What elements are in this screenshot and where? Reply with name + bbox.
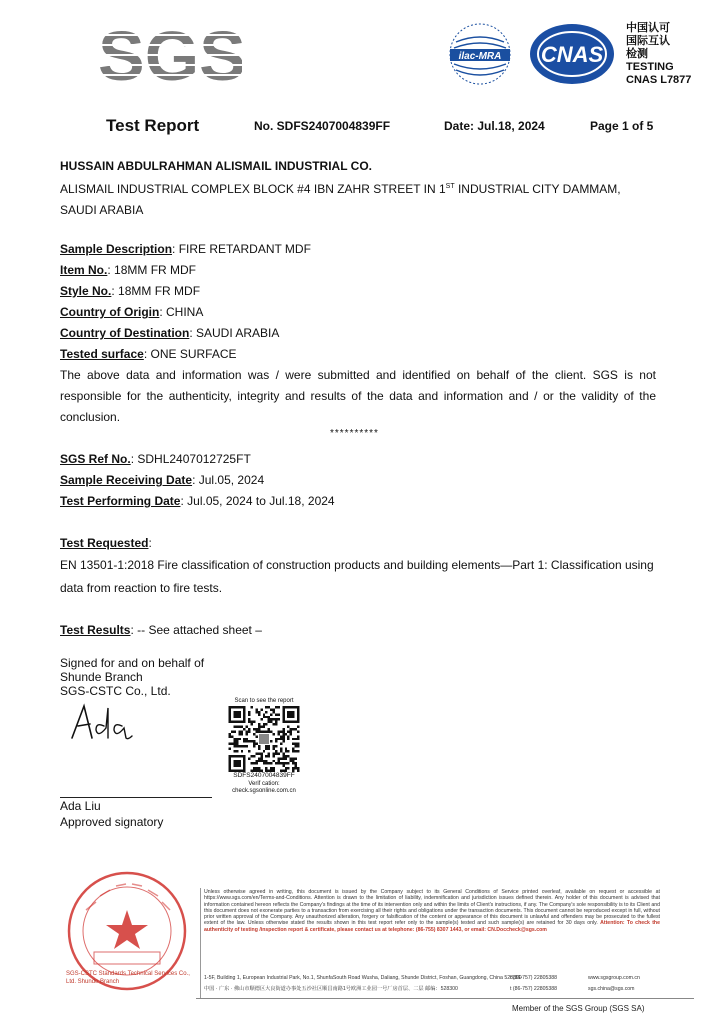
address-part-2: INDUSTRIAL CITY DAMMAM, — [454, 182, 621, 196]
tel-1: t (86-757) 22805388 — [510, 975, 558, 981]
surface-label: Tested surface — [60, 347, 144, 361]
sgs-ref-row: SGS Ref No.: SDHL2407012725FT — [60, 452, 251, 466]
stamp-caption: SGS-CSTC Standards Technical Services Co., Ltd. Shunde Branch — [66, 971, 190, 985]
performing-date-row: Test Performing Date: Jul.05, 2024 to Jul.18, 2024 — [60, 494, 335, 508]
surface-row: Tested surface: ONE SURFACE — [60, 347, 237, 361]
sample-description-label: Sample Description — [60, 242, 173, 256]
origin-label: Country of Origin — [60, 305, 160, 319]
sign-line-3: SGS-CSTC Co., Ltd. — [60, 684, 171, 698]
test-results-row: Test Results: -- See attached sheet – — [60, 623, 262, 637]
ilac-text: ilac-MRA — [458, 51, 502, 62]
signatory-role: Approved signatory — [60, 815, 164, 829]
company-name: HUSSAIN ABDULRAHMAN ALISMAIL INDUSTRIAL CO. — [60, 159, 372, 173]
report-title-row — [106, 116, 666, 140]
test-results-label: Test Results — [60, 623, 131, 637]
qr-caption: Scan to see the report — [234, 698, 294, 704]
style-no-label: Style No. — [60, 284, 112, 298]
cnas-text: CNAS — [540, 42, 604, 67]
ilac-mra-logo — [444, 18, 516, 90]
item-no-row: Item No.: 18MM FR MDF — [60, 263, 197, 277]
signed-on-behalf — [60, 656, 204, 698]
report-page: Page 1 of 5 — [590, 119, 654, 133]
style-no-value: 18MM FR MDF — [118, 284, 201, 298]
qr-verify-url[interactable]: check.sgsonline.com.cn — [232, 788, 296, 794]
cnas-accreditation-text — [626, 22, 691, 87]
item-no-value: 18MM FR MDF — [114, 263, 197, 277]
branch-address-rows — [204, 973, 660, 995]
test-requested-heading: Test Requested: — [60, 536, 152, 550]
sample-info — [60, 239, 656, 428]
test-requested-label: Test Requested — [60, 536, 149, 550]
destination-value: SAUDI ARABIA — [196, 326, 280, 340]
cn-line-1: 中国认可 — [626, 22, 670, 34]
qr-code[interactable] — [228, 706, 300, 772]
receiving-date-value: Jul.05, 2024 — [198, 473, 265, 487]
cn-line-5: CNAS L7877 — [626, 74, 692, 86]
item-no-label: Item No. — [60, 263, 108, 277]
footer-rule — [196, 998, 694, 999]
company-address — [60, 176, 656, 221]
sign-line-2: Shunde Branch — [60, 670, 143, 684]
website-1[interactable]: www.sgsgroup.com.cn — [588, 975, 640, 981]
sign-line-1: Signed for and on behalf of — [60, 656, 205, 670]
address-sup: ST — [445, 183, 455, 190]
sgs-ref-value: SDHL2407012725FT — [137, 452, 251, 466]
address-cn: 中国 · 广东 · 佛山市顺德区大良街道办事处五沙社区顺昌南路1号欧洲工业园一号厂房首层、二层 邮编：528300 — [204, 986, 458, 992]
separator-stars: ********** — [330, 428, 379, 439]
style-no-row: Style No.: 18MM FR MDF — [60, 284, 201, 298]
report-date: Date: Jul.18, 2024 — [444, 119, 545, 133]
test-requested-text: EN 13501-1:2018 Fire classification of construction products and building elements—Part 1: Classification using data from reaction to fire tests. — [60, 558, 654, 595]
cn-line-4: TESTING — [626, 61, 674, 73]
handwritten-signature — [68, 698, 134, 748]
reference-info — [60, 449, 656, 512]
receiving-date-row: Sample Receiving Date: Jul.05, 2024 — [60, 473, 265, 487]
qr-verification — [224, 781, 304, 795]
sgs-logo-stripes — [96, 22, 242, 86]
surface-value: ONE SURFACE — [150, 347, 237, 361]
cnas-logo — [528, 22, 616, 86]
cn-line-3: 检测 — [626, 48, 648, 60]
sgs-member-note: Member of the SGS Group (SGS SA) — [512, 1004, 645, 1013]
origin-row: Country of Origin: CHINA — [60, 305, 204, 319]
cn-line-2: 国际互认 — [626, 35, 670, 47]
sgs-ref-label: SGS Ref No. — [60, 452, 131, 466]
authenticity-notice: Attention: To check the authenticity of testing /inspection report & certificate, please contact us at telephone: (86-755) 8307 1443, or email: CN.Doccheck@sgs.com — [204, 920, 660, 933]
report-title: Test Report — [106, 116, 200, 135]
address-line-2: SAUDI ARABIA — [60, 203, 144, 217]
destination-label: Country of Destination — [60, 326, 190, 340]
origin-value: CHINA — [166, 305, 204, 319]
address-en: 1-5F, Building 1, European Industrial Park, No.1, ShunfaSouth Road Wusha, Daliang, Shunde District, Foshan, Guangdong, China 528300 — [204, 975, 522, 981]
performing-date-value: Jul.05, 2024 to Jul.18, 2024 — [187, 494, 335, 508]
sample-description-row: Sample Description: FIRE RETARDANT MDF — [60, 242, 311, 256]
test-results-value: -- See attached sheet – — [137, 623, 262, 637]
signatory-name: Ada Liu — [60, 799, 101, 813]
qr-verify-label: Verif cation: — [248, 781, 280, 787]
report-number: No. SDFS2407004839FF — [254, 119, 391, 133]
sample-description-value: FIRE RETARDANT MDF — [178, 242, 311, 256]
destination-row: Country of Destination: SAUDI ARABIA — [60, 326, 280, 340]
email-link[interactable]: sgs.china@sgs.com — [588, 986, 635, 992]
receiving-date-label: Sample Receiving Date — [60, 473, 193, 487]
terms-text: Unless otherwise agreed in writing, this document is issued by the Company subject to its General Conditions of Service printed overleaf, available on request or accessible at https://www.sgs.com/en/Terms-and-Conditions. Attention is drawn to the limitation of liability, indemnification and jurisdiction issues defined therein. Any holder of this document is advised that information contained hereon reflects the Company's findings at the time of its intervention only and within the limits of Client's instructions, if any. The Company's sole responsibility is to its Client and this document does not exonerate parties to a transaction from exercising all their rights and obligations under the transaction documents. This document cannot be reproduced except in full, without prior written approval of the Company. Any unauthorized alteration, forgery or falsification of the content or appearance of this document is unlawful and offenders may be prosecuted to the fullest extent of the law. Unless otherwise stated the results shown in this test report refer only to the sample(s) tested and such sample(s) are retained for 30 days only. — [204, 889, 660, 927]
terms-fine-print — [204, 889, 660, 933]
qr-report-id: SDFS2407004839FF — [233, 772, 295, 779]
sgs-logo — [96, 22, 242, 86]
disclaimer-text: The above data and information was / were submitted and identified on behalf of the client. SGS is not responsible for the authenticity, integrity and results of the data and information and / or the validity of the conclusion. — [60, 368, 656, 424]
address-part-1: ALISMAIL INDUSTRIAL COMPLEX BLOCK #4 IBN ZAHR STREET IN 1 — [60, 182, 446, 196]
performing-date-label: Test Performing Date — [60, 494, 181, 508]
tel-2: t (86-757) 22805388 — [510, 986, 558, 992]
signatory — [60, 798, 163, 830]
